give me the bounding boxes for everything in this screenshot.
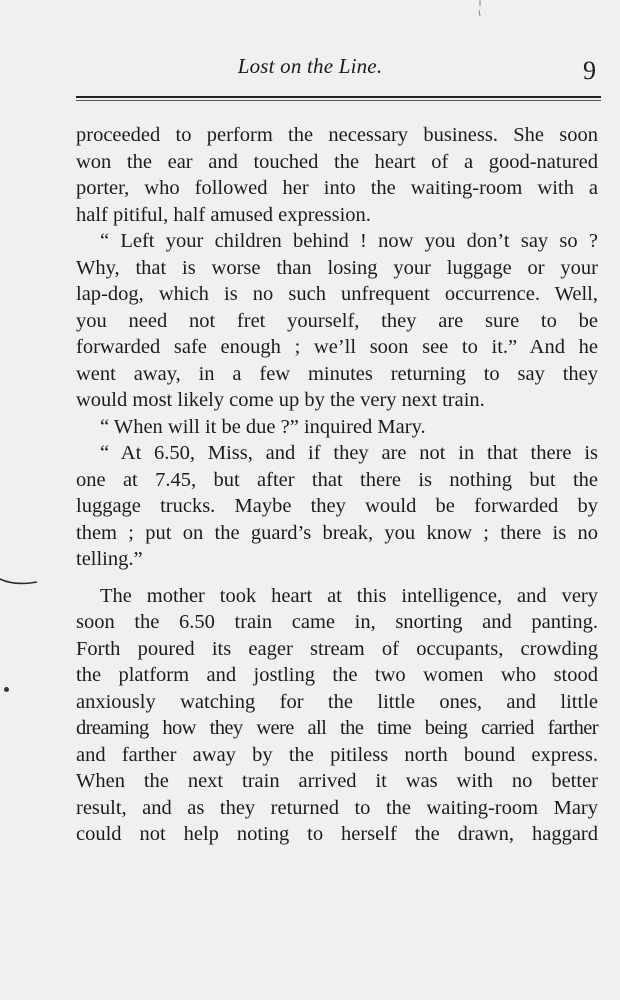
paragraph-gap: [76, 573, 598, 583]
paper-speck: [478, 0, 482, 18]
text-line: proceeded to perform the necessary business. She soon: [76, 124, 598, 146]
text-line: porter, who followed her into the waiting-room with a: [76, 177, 598, 199]
text-line: “ Left your children behind ! now you don’t say so ?: [100, 230, 598, 252]
page-number: 9: [583, 56, 596, 85]
header-rule-thin: [76, 100, 601, 101]
text-line: half pitiful, half amused expression.: [76, 203, 371, 226]
text-line: would most likely come up by the very next train.: [76, 389, 485, 411]
text-line: “ When will it be due ?” inquired Mary.: [100, 415, 426, 438]
text-line: forwarded safe enough ; we’ll soon see to it.” And he: [76, 336, 598, 358]
running-header-title: Lost on the Line.: [237, 54, 383, 78]
text-line: When the next train arrived it was with no better: [76, 770, 598, 792]
text-line: Why, that is worse than losing your luggage or your: [76, 256, 598, 279]
margin-ink-dot: [4, 687, 9, 692]
text-line: result, and as they returned to the waiting-room Mary: [76, 796, 598, 819]
text-line: anxiously watching for the little ones, and little: [76, 690, 598, 713]
text-line: The mother took heart at this intelligence, and very: [100, 584, 598, 607]
text-line: “ At 6.50, Miss, and if they are not in that there is: [100, 442, 598, 464]
text-line: telling.”: [76, 548, 143, 570]
text-line: won the ear and touched the heart of a good-natured: [76, 150, 598, 173]
text-line: luggage trucks. Maybe they would be forwarded by: [76, 495, 598, 517]
text-line: you need not fret yourself, they are sure to be: [76, 309, 598, 332]
text-line: could not help noting to herself the drawn, haggard: [76, 823, 598, 845]
header-rule: [76, 96, 601, 98]
margin-ink-mark: [0, 574, 38, 584]
text-line: Forth poured its eager stream of occupants, crowding: [76, 637, 598, 660]
text-line: soon the 6.50 train came in, snorting and panting.: [76, 611, 598, 633]
text-line: dreaming how they were all the time being carried farther: [76, 717, 598, 739]
body-text: [76, 122, 598, 848]
text-line: went away, in a few minutes returning to say they: [76, 362, 598, 385]
text-line: and farther away by the pitiless north bound express.: [76, 743, 598, 766]
text-line: the platform and jostling the two women who stood: [76, 664, 598, 686]
text-line: them ; put on the guard’s break, you know ; there is no: [76, 521, 598, 544]
text-line: one at 7.45, but after that there is nothing but the: [76, 468, 598, 491]
text-line: lap-dog, which is no such unfrequent occurrence. Well,: [76, 283, 598, 305]
